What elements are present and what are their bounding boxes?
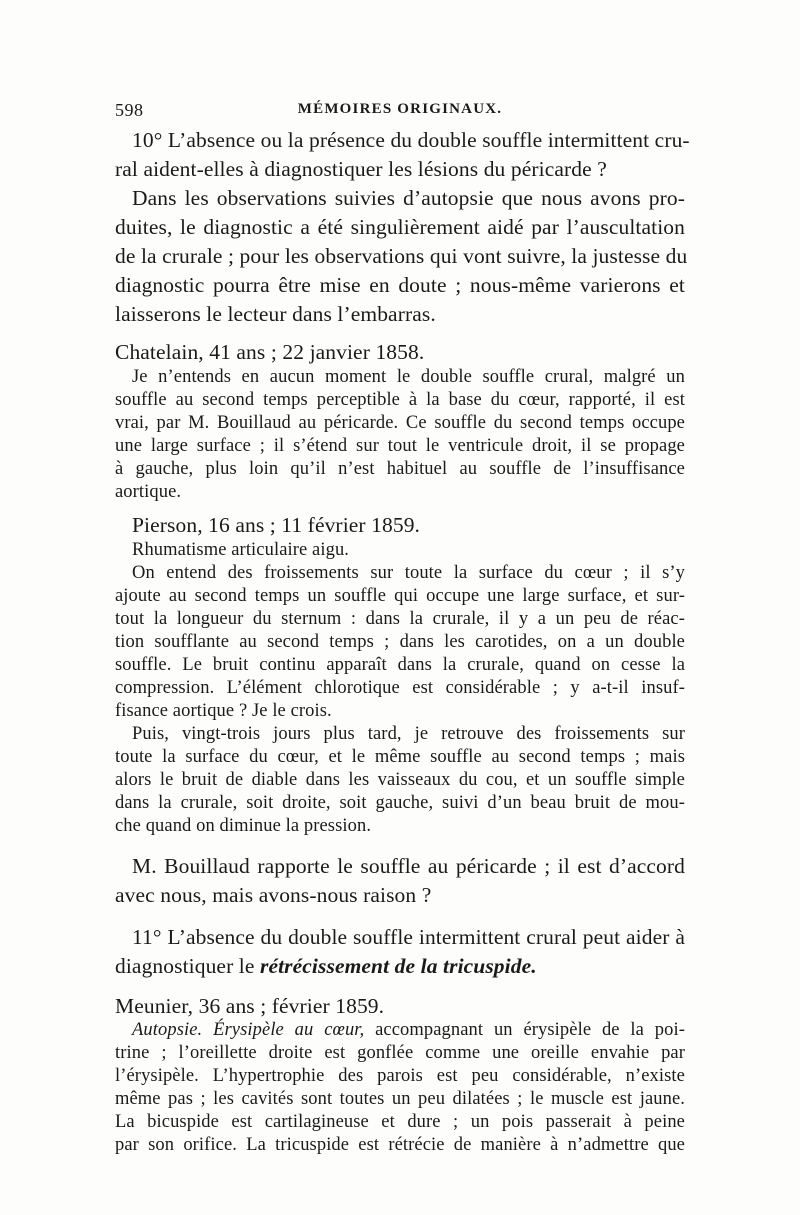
case-text-line: tion soufflante au second temps ; dans les carotides, on a un double xyxy=(115,632,685,652)
remark-line: avec nous, mais avons-nous raison ? xyxy=(115,883,432,907)
section-11-title-text: diagnostiquer le xyxy=(115,954,260,978)
case-text-line: compression. L’élément chlorotique est considérable ; y a-t-il insuf- xyxy=(115,678,685,698)
case-text-line: alors le bruit de diable dans les vaisseaux du cou, et un souffle simple xyxy=(115,770,685,790)
section-11-title-line: 11° L’absence du double souffle intermittent crural peut aider à xyxy=(132,925,685,949)
case-text-line: Je n’entends en aucun moment le double souffle crural, malgré un xyxy=(132,367,685,387)
section-10-intro-line: de la crurale ; pour les observations qui vont suivre, la justesse du xyxy=(115,244,688,268)
case-text-line: dans la crurale, soit droite, soit gauche, suivi d’un beau bruit de mou- xyxy=(115,793,685,813)
case-heading-meunier: Meunier, 36 ans ; février 1859. xyxy=(115,994,385,1018)
case-text-line: souffle. Le bruit continu apparaît dans la crurale, quand on cesse la xyxy=(115,655,685,675)
case-text-line: une large surface ; il s’étend sur tout le ventricule droit, il se propage xyxy=(115,436,685,456)
case-text-line: à gauche, plus loin qu’il n’est habituel au souffle de l’insuffisance xyxy=(115,459,685,479)
case-heading-chatelain: Chatelain, 41 ans ; 22 janvier 1858. xyxy=(115,340,425,364)
case-text-line: même pas ; les cavités sont toutes un peu dilatées ; le muscle est jaune. xyxy=(115,1089,685,1109)
page-header xyxy=(115,100,685,122)
case-text-line: toute la surface du cœur, et le même souffle au second temps ; mais xyxy=(115,747,685,767)
case-subheading-pierson: Rhumatisme articulaire aigu. xyxy=(132,540,350,560)
case-text-line: souffle au second temps perceptible à la base du cœur, rapporté, il est xyxy=(115,390,685,410)
case-text-line: ajoute au second temps un souffle qui occupe une large surface, et sur- xyxy=(115,586,685,606)
autopsy-label: Autopsie. xyxy=(132,1020,203,1040)
section-10-intro-line: duites, le diagnostic a été singulièrement aidé par l’auscultation xyxy=(115,215,685,239)
remark-line: M. Bouillaud rapporte le souffle au péricarde ; il est d’accord xyxy=(132,854,685,878)
case-text-line: aortique. xyxy=(115,482,182,502)
page-number: 598 xyxy=(115,100,144,120)
autopsy-finding: Érysipèle au cœur, xyxy=(213,1020,365,1040)
case-text-line: l’érysipèle. L’hypertrophie des parois est peu considérable, n’existe xyxy=(115,1066,685,1086)
section-11-title-emphasis: rétrécissement de la tricuspide. xyxy=(260,954,537,978)
case-heading-pierson: Pierson, 16 ans ; 11 février 1859. xyxy=(132,513,421,537)
case-text-line: On entend des froissements sur toute la surface du cœur ; il s’y xyxy=(132,563,685,583)
section-10-title-line: ral aident-elles à diagnostiquer les lésions du péricarde ? xyxy=(115,157,607,181)
case-text-line: tout la longueur du sternum : dans la crurale, il y a un peu de réac- xyxy=(115,609,685,629)
case-text-line xyxy=(115,1020,685,1041)
running-head: MÉMOIRES ORIGINAUX. xyxy=(297,101,503,117)
section-10-title-line: 10° L’absence ou la présence du double souffle intermittent cru- xyxy=(132,128,690,152)
case-text-line: La bicuspide est cartilagineuse et dure ; un pois passerait à peine xyxy=(115,1112,685,1132)
case-text-line: vrai, par M. Bouillaud au péricarde. Ce souffle du second temps occupe xyxy=(115,413,685,433)
section-10-intro-line: diagnostic pourra être mise en doute ; nous-même varierons et xyxy=(115,273,685,297)
section-11-title-line xyxy=(115,954,685,979)
section-10-intro-line: Dans les observations suivies d’autopsie que nous avons pro- xyxy=(132,186,685,210)
autopsy-text: accompagnant un érysipèle de la poi- xyxy=(364,1020,685,1040)
section-10-intro-line: laisserons le lecteur dans l’embarras. xyxy=(115,302,436,326)
case-text-line: che quand on diminue la pression. xyxy=(115,816,372,836)
case-text-line: fisance aortique ? Je le crois. xyxy=(115,701,332,721)
case-text-line: par son orifice. La tricuspide est rétrécie de manière à n’admettre que xyxy=(115,1135,685,1155)
case-text-line: trine ; l’oreillette droite est gonflée comme une oreille envahie par xyxy=(115,1043,685,1063)
case-text-line: Puis, vingt-trois jours plus tard, je retrouve des froissements sur xyxy=(132,724,685,744)
